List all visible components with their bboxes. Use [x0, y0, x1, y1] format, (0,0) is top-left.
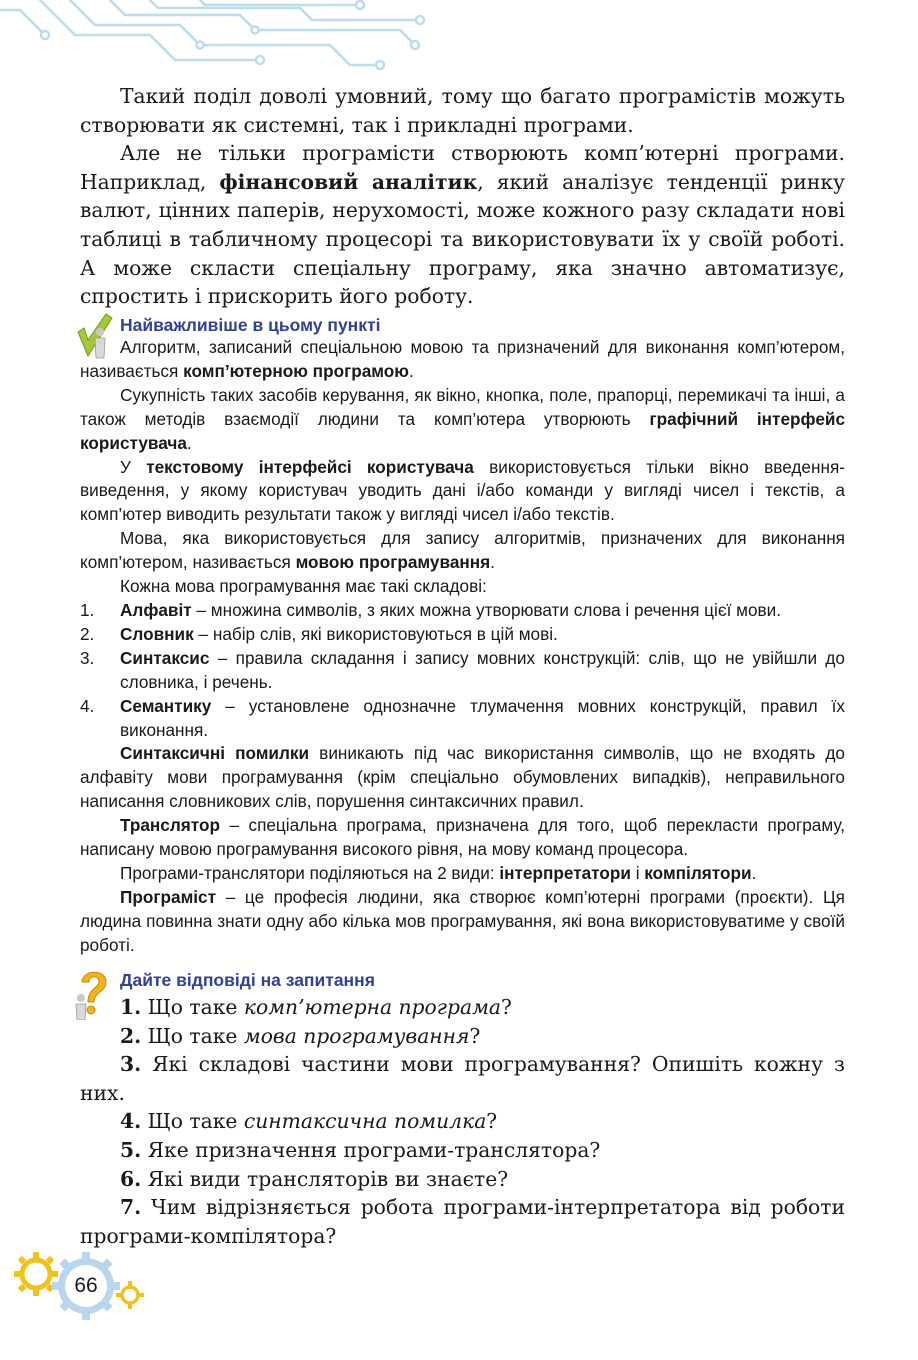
- question-item: 5. Яке призначення програми-транслятора?: [120, 1137, 601, 1162]
- list-item: 1. Алфавіт – множина символів, з яких можна утворювати слова і речення цієї мови.: [80, 599, 782, 620]
- intro-text: [80, 82, 845, 311]
- intro-paragraph-2: Але не тільки програмісти створюють комп’ютерні програми. Наприклад, фінансовий аналітик, який аналізує тенденції ринку валют, цінних паперів, нерухомості, може кожного разу складати нові таблиці в табличному процесорі та використовувати їх у своїй роботі. А може скласти спеціальну програму, яка значно автоматизує, спростить і прискорить його роботу.: [80, 141, 845, 309]
- summary-paragraph: Сукупність таких засобів керування, як вікно, кнопка, поле, прапорці, перемикачі та інші, а також методів взаємодії людини та комп’ютера утворюють графічний інтерфейс користувача.: [80, 384, 845, 453]
- question-item: 2. Що таке мова програмування?: [120, 1023, 481, 1048]
- questions-heading: Дайте відповіді на запитання: [120, 970, 375, 990]
- summary-paragraph: Алгоритм, записаний спеціальною мовою та призначений для виконання комп’ютером, називається комп’ютерною програмою.: [80, 337, 845, 381]
- question-item: 4. Що таке синтаксична помилка?: [120, 1109, 498, 1134]
- list-item: 2. Словник – набір слів, які використовуються в цій мові.: [80, 623, 558, 644]
- list-item: 3. Синтаксис – правила складання і запису мовних конструкцій: слів, що не увійшли до словника, і речень.: [80, 647, 845, 692]
- summary-paragraph: Синтаксичні помилки виникають під час використання символів, що не входять до алфавіту мови програмування (крім спеціально обумовлених випадків), неправильного написання словникових слів, порушення синтаксичних правил.: [80, 743, 845, 812]
- page-number: 66: [74, 1274, 98, 1297]
- question-item: 7. Чим відрізняється робота програми-інтерпретатора від роботи програми-компілятора?: [80, 1195, 845, 1248]
- summary-heading: Найважливіше в цьому пункті: [120, 315, 381, 335]
- summary-paragraph: Програміст – це професія людини, яка створює комп’ютерні програми (проєкти). Ця людина повинна знати одну або кілька мов програмування, які вона використовуватиме у своїй роботі.: [80, 886, 845, 955]
- question-item: 3. Які складові частини мови програмування? Опишіть кожну з них.: [80, 1052, 845, 1105]
- summary-paragraph: Мова, яка використовується для запису алгоритмів, призначених для виконання комп’ютером, називається мовою програмування.: [80, 528, 845, 573]
- questions-list: [80, 993, 845, 1250]
- circuit-decoration: [0, 0, 430, 72]
- summary-paragraph: У текстовому інтерфейсі користувача використовується тільки вікно введення-виведення, у якому користувач уводить дані і/або команди у вигляді чисел і текстів, а комп’ютер виводить результати також у вигляді чисел і/або текстів.: [80, 456, 845, 525]
- summary-paragraph: Транслятор – спеціальна програма, призначена для того, щоб перекласти програму, написану мовою програмування високого рівня, на мову команд процесора.: [80, 815, 845, 860]
- list-item: 4. Семантику – установлене однозначне тлумачення мовних конструкцій, правил їх виконання.: [80, 695, 845, 740]
- summary-paragraph: Програми-транслятори поділяються на 2 види: інтерпретатори і компілятори.: [120, 862, 757, 883]
- summary-text: [80, 336, 845, 958]
- question-item: 6. Які види трансляторів ви знаєте?: [120, 1166, 509, 1191]
- summary-paragraph: Кожна мова програмування має такі складові:: [120, 576, 487, 597]
- intro-paragraph-1: Такий поділ доволі умовний, тому що багато програмістів можуть створювати як системні, так і прикладні програми.: [80, 84, 845, 137]
- question-item: 1. Що таке комп’ютерна програма?: [120, 995, 512, 1019]
